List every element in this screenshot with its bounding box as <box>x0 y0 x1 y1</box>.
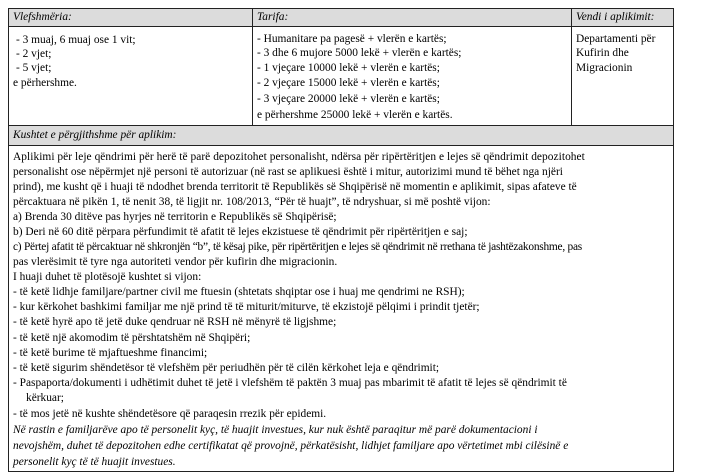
italic-line: Në rastin e familjarëve apo të personelit kyç, të huajit investues, kur nuk është paraqitur më parë dokumentacioni i <box>13 424 538 436</box>
body-line: - të mos jetë në kushte shëndetësore që paraqesin rrezik për epidemi. <box>13 408 327 420</box>
border-header-bottom <box>8 26 674 27</box>
body-line: - të ketë lidhje familjare/partner civil me ftuesin (shtetats shqiptar ose i huaj me qendrimi ne RSH); <box>13 286 465 298</box>
place-line: Migracionin <box>576 62 633 74</box>
italic-line: nevojshëm, duhet të depozitohen edhe certifikatat që provojnë, përkatësisht, lidhjet familjare apo vërtetimet mbi cilësinë e <box>13 440 569 452</box>
body-line: I huaji duhet të plotësojë kushtet si vijon: <box>13 271 202 283</box>
body-line: - kur kërkohet bashkimi familjar me një prind të të miturit/miturve, të ekzistojë pëlqimi i prindit tjetër; <box>13 301 480 313</box>
fee-item: - 1 vjeçare 10000 lekë + vlerën e kartës; <box>257 62 440 74</box>
validity-item: - 2 vjet; <box>16 48 52 60</box>
border-top <box>8 8 674 9</box>
body-line: kërkuar; <box>26 392 64 404</box>
validity-item: - 3 muaj, 6 muaj ose 1 vit; <box>16 34 136 46</box>
place-line: Kufirin dhe <box>576 47 629 59</box>
body-line: pas vlerësimit të tyre nga autoriteti vendor për kufirin dhe migracionin. <box>13 256 338 268</box>
conditions-header: Kushtet e përgjithshme për aplikim: <box>13 129 177 141</box>
body-line: - Paspaporta/dokumenti i udhëtimit duhet të jetë i vlefshëm të paktën 3 muaj pas mbarimit të afatit të lejes së qëndrimit të <box>13 377 567 389</box>
border-col2 <box>571 8 572 126</box>
body-line: përcaktuara në pikën 1, të nenit 38, të ligjit nr. 108/2013, “Për të huajt”, të ndryshuar, si më poshtë vijon: <box>13 196 491 208</box>
place-line: Departamenti për <box>576 33 656 45</box>
body-line: Aplikimi për leje qëndrimi për herë të parë depozitohet personalisht, ndërsa për ripërtëritjen e lejes së qëndrimit depozitohet <box>13 151 585 163</box>
body-line: - të ketë sigurim shëndetësor të vlefshëm për periudhën për të cilën kërkohet leja e qëndrimit; <box>13 362 440 374</box>
body-line: b) Deri në 60 ditë përpara përfundimit të afatit të lejes ekzistuese të qëndrimit për ripërtëritjen e saj; <box>13 226 468 238</box>
validity-header: Vlefshmëria: <box>13 11 72 23</box>
fee-item: - 3 vjeçare 20000 lekë + vlerën e kartës; <box>257 93 440 105</box>
border-bottom <box>8 471 674 472</box>
border-cond-header-bottom <box>8 145 674 146</box>
body-line: c) Përtej afatit të përcaktuar në shkronjën “b”, të kësaj pike, për ripërtëritjen e lejes së qëndrimit në rrethana të jashtëzakonshme, pas <box>13 241 582 253</box>
body-line: - të ketë një akomodim të përshtatshëm në Shqipëri; <box>13 332 251 344</box>
fee-item: - 3 dhe 6 mujore 5000 lekë + vlerën e kartës; <box>257 47 462 59</box>
place-header: Vendi i aplikimit: <box>576 11 655 23</box>
body-line: personalisht ose nëpërmjet një personi të autorizuar (në rast se aplikuesi është i mitur, autorizimi mund të bëhet nga njëri <box>13 166 563 178</box>
body-line: - të ketë hyrë apo të jetë duke qendruar në RSH në mënyrë të ligjshme; <box>13 316 337 328</box>
fee-item: - 2 vjeçare 15000 lekë + vlerën e kartës; <box>257 77 440 89</box>
border-left <box>8 8 9 472</box>
body-line: - të ketë burime të mjaftueshme financimi; <box>13 347 208 359</box>
body-line: a) Brenda 30 ditëve pas hyrjes në territorin e Republikës së Shqipërisë; <box>13 211 337 223</box>
border-col1 <box>252 8 253 126</box>
border-right <box>673 8 674 472</box>
header-row-bg <box>8 9 673 26</box>
fee-item: - Humanitare pa pagesë + vlerën e kartës; <box>257 33 447 45</box>
border-row1-bottom <box>8 125 674 126</box>
body-line: prind), me kusht që i huaji të ndodhet brenda territorit të Republikës së Shqipërisë në momentin e aplikimit, sipas afateve të <box>13 181 577 193</box>
fee-header: Tarifa: <box>257 11 289 23</box>
validity-item: e përhershme. <box>13 77 77 89</box>
validity-item: - 5 vjet; <box>16 62 52 74</box>
italic-line: personelit kyç të të huajit investues. <box>13 456 176 468</box>
fee-item: e përhershme 25000 lekë + vlerën e kartës. <box>257 109 453 121</box>
